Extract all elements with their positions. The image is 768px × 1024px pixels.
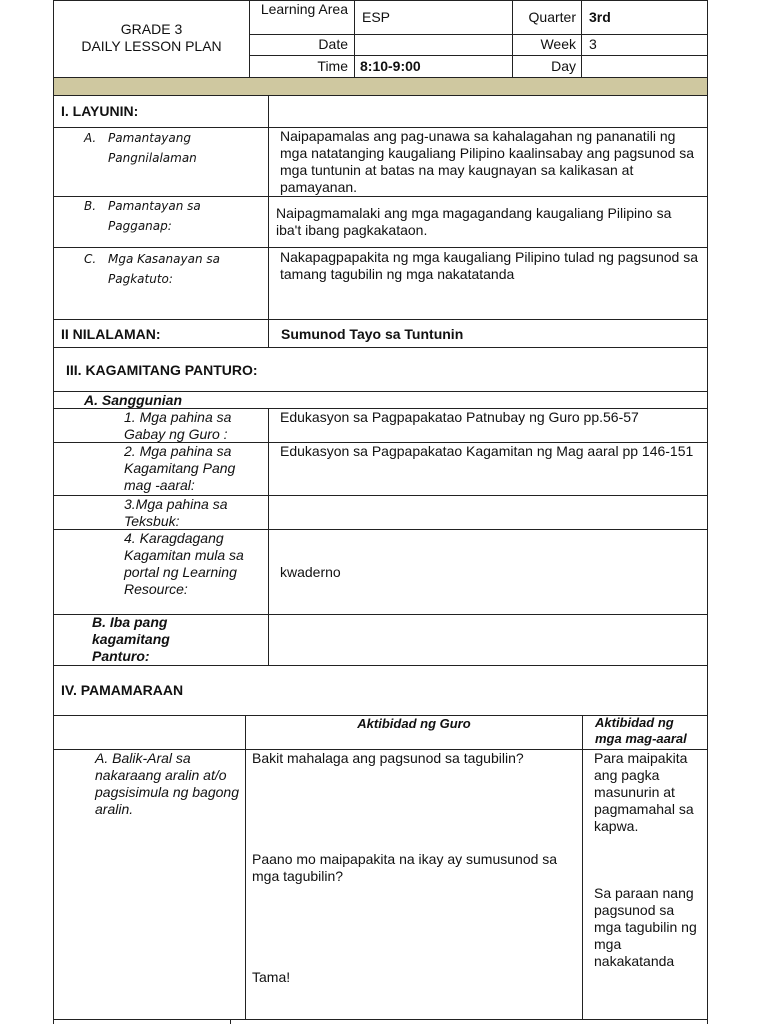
date-label: Date <box>318 36 348 52</box>
mag-aaral-answer-2: Sa paraan nang pagsunod sa mga tagubilin ng mga nakakatanda <box>594 885 697 969</box>
week-label: Week <box>540 36 576 52</box>
mag-aaral-answer-1: Para maipakita ang pagka masunurin at pagmamahal sa kapwa. <box>594 750 694 834</box>
sanggunian-heading: A. Sanggunian <box>84 392 182 408</box>
pagkatuto-content: Nakapagpapakita ng mga kaugaliang Pilipino tulad ng pagsunod sa tamang tagubilin ng mga nakatatanda <box>280 249 698 282</box>
learning-resource-value: kwaderno <box>280 564 341 580</box>
time-value: 8:10-9:00 <box>360 58 421 74</box>
gabay-value: Edukasyon sa Pagpapakatao Patnubay ng Guro pp.56-57 <box>280 409 639 425</box>
nilalaman-value: Sumunod Tayo sa Tuntunin <box>281 326 464 342</box>
guro-question-2: Paano mo maipapakita na ikay ay sumusunod sa mga tagubilin? <box>252 851 558 884</box>
grade-label: GRADE 3 <box>120 21 183 37</box>
guro-question-1: Bakit mahalaga ang pagsunod sa tagubilin? <box>252 750 524 766</box>
pagganap-label: Pamantayan sa <box>108 199 201 213</box>
pagkatuto-label-2: Pagkatuto: <box>108 272 173 286</box>
pamamaraan-heading: IV. PAMAMARAAN <box>61 682 184 698</box>
pamantayang-content: Naipapamalas ang pag-unawa sa kahalagahan ng pananatili ng mga natatanging kaugaliang Pilipino kaalinsabay ang pagsunod sa mga tuntunin at batas na may kaugnayan sa kalikasan at pamayanan. <box>280 128 695 195</box>
pamantayang-label-2: Pangnilalaman <box>108 151 197 165</box>
guro-column-header: Aktibidad ng Guro <box>357 716 471 731</box>
gabay-label: 1. Mga pahina sa Gabay ng Guro : <box>124 409 232 442</box>
item-letter: A. <box>84 131 97 145</box>
balik-aral-label: A. Balik-Aral sa nakaraang aralin at/o pagsisimula ng bagong aralin. <box>95 750 239 817</box>
learning-area-value: ESP <box>362 9 391 25</box>
item-letter: C. <box>84 252 97 266</box>
plan-title: DAILY LESSON PLAN <box>81 38 222 54</box>
week-value: 3 <box>589 36 597 52</box>
quarter-label: Quarter <box>528 9 576 25</box>
teksbuk-label: 3.Mga pahina sa Teksbuk: <box>124 496 228 529</box>
day-label: Day <box>551 58 576 74</box>
kagamitan-heading: III. KAGAMITANG PANTURO: <box>66 362 258 378</box>
kagamitang-label: 2. Mga pahina sa Kagamitang Pang mag -aaral: <box>124 443 236 493</box>
header-color-band <box>54 78 707 95</box>
iba-pang-kagamitan-label: B. Iba pang kagamitang Panturo: <box>92 614 170 664</box>
pamantayang-label: Pamantayang <box>108 131 191 145</box>
item-letter: B. <box>84 199 97 213</box>
pagganap-label-2: Pagganap: <box>108 219 172 233</box>
learning-resource-label: 4. Karagdagang Kagamitan mula sa portal ng Learning Resource: <box>124 530 244 597</box>
mag-aaral-column-header: Aktibidad ng mga mag-aaral <box>595 715 687 746</box>
kagamitang-value: Edukasyon sa Pagpapakatao Kagamitan ng Mag aaral pp 146-151 <box>280 443 694 459</box>
nilalaman-heading: II NILALAMAN: <box>61 326 161 342</box>
learning-area-label: Learning Area <box>260 1 348 17</box>
layunin-heading: I. LAYUNIN: <box>61 103 139 119</box>
guro-response: Tama! <box>252 969 291 985</box>
quarter-value: 3rd <box>589 9 611 25</box>
pagganap-content: Naipagmamalaki ang mga magagandang kaugaliang Pilipino sa iba't ibang pagkakataon. <box>276 205 672 238</box>
time-label: Time <box>317 58 348 74</box>
pagkatuto-label: Mga Kasanayan sa <box>108 252 220 266</box>
